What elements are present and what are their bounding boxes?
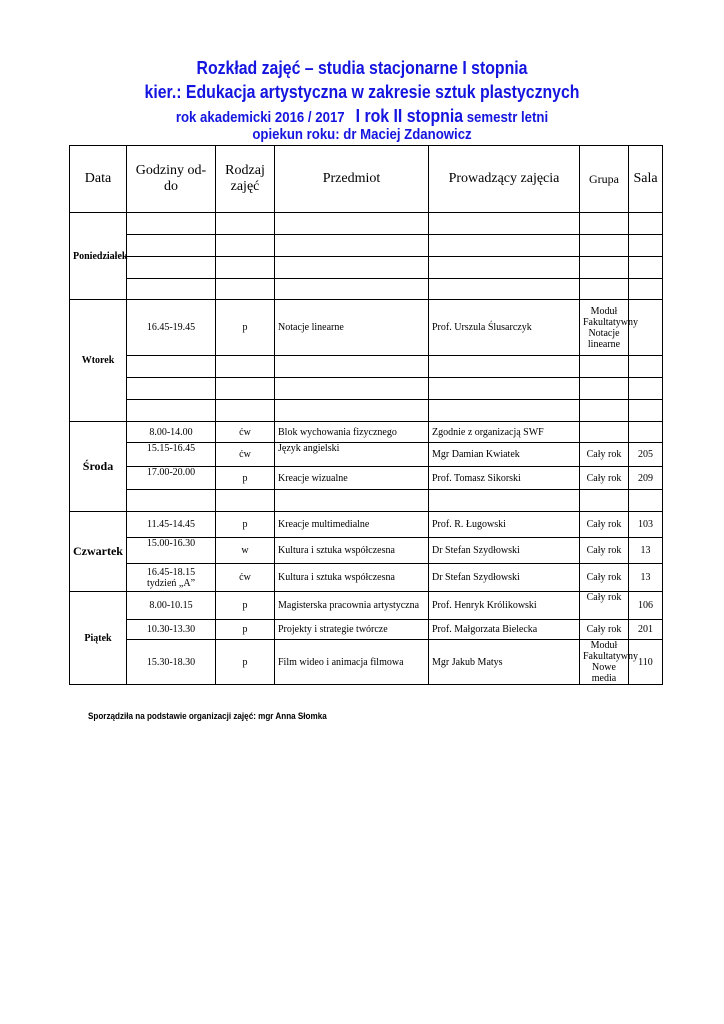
table-row — [70, 512, 663, 538]
footer-note: Sporządziła na podstawie organizacji zajęć: mgr Anna Słomka — [88, 711, 327, 721]
teacher-cell: Mgr Damian Kwiatek — [429, 443, 580, 467]
day-tuesday: Wtorek — [70, 300, 127, 422]
teacher-cell: Dr Stefan Szydłowski — [429, 538, 580, 564]
type-cell: p — [216, 512, 275, 538]
teacher-cell: Mgr Jakub Matys — [429, 640, 580, 685]
type-cell: p — [216, 620, 275, 640]
room-cell: 201 — [629, 620, 663, 640]
title-line-2: kier.: Edukacja artystyczna w zakresie sztuk plastycznych — [144, 82, 580, 102]
room-cell: 209 — [629, 467, 663, 490]
day-thursday: Czwartek — [70, 512, 127, 592]
subject-cell: Język angielski — [275, 443, 429, 467]
type-cell: p — [216, 467, 275, 490]
table-row — [70, 490, 663, 512]
room-cell — [629, 300, 663, 356]
group-cell: Cały rok — [580, 620, 629, 640]
year-level: I rok II stopnia — [355, 106, 464, 126]
table-row — [70, 538, 663, 564]
day-monday: Poniedziałek — [70, 213, 127, 300]
title-line-1: Rozkład zajęć – studia stacjonarne I stopnia — [196, 58, 528, 78]
teacher-cell: Zgodnie z organizacją SWF — [429, 422, 580, 443]
subject-cell: Projekty i strategie twórcze — [275, 620, 429, 640]
table-row — [70, 400, 663, 422]
subject-cell: Blok wychowania fizycznego — [275, 422, 429, 443]
type-cell: ćw — [216, 564, 275, 592]
time-cell: 15.30-18.30 — [127, 640, 216, 685]
subject-cell: Kreacje wizualne — [275, 467, 429, 490]
table-row — [70, 620, 663, 640]
group-cell: Cały rok — [580, 538, 629, 564]
col-rodzaj: Rodzaj zajęć — [216, 146, 275, 213]
semester: semestr letni — [466, 109, 549, 126]
day-friday: Piątek — [70, 592, 127, 685]
subject-cell: Film wideo i animacja filmowa — [275, 640, 429, 685]
time-cell: 8.00-14.00 — [127, 422, 216, 443]
type-cell: p — [216, 300, 275, 356]
type-cell: w — [216, 538, 275, 564]
room-cell — [629, 422, 663, 443]
room-cell: 110 — [629, 640, 663, 685]
subject-cell: Kultura i sztuka współczesna — [275, 538, 429, 564]
room-cell: 205 — [629, 443, 663, 467]
group-cell — [580, 422, 629, 443]
time-cell: 16.45-18.15 tydzień „A” — [127, 564, 216, 592]
subject-cell: Kreacje multimedialne — [275, 512, 429, 538]
table-row — [70, 300, 663, 356]
type-cell: ćw — [216, 422, 275, 443]
group-cell: Cały rok — [580, 592, 629, 620]
table-row — [70, 213, 663, 235]
type-cell: p — [216, 640, 275, 685]
table-row — [70, 235, 663, 257]
title-line-3 — [43, 106, 680, 127]
col-data: Data — [70, 146, 127, 213]
type-cell: ćw — [216, 443, 275, 467]
table-row — [70, 564, 663, 592]
time-cell: 10.30-13.30 — [127, 620, 216, 640]
room-cell: 13 — [629, 564, 663, 592]
table-row — [70, 279, 663, 300]
teacher-cell: Prof. Henryk Królikowski — [429, 592, 580, 620]
room-cell: 13 — [629, 538, 663, 564]
col-prowadzacy: Prowadzący zajęcia — [429, 146, 580, 213]
title-line-4: opiekun roku: dr Maciej Zdanowicz — [252, 126, 472, 143]
group-cell: Cały rok — [580, 467, 629, 490]
table-row — [70, 443, 663, 467]
time-cell: 17.00-20.00 — [127, 467, 216, 490]
teacher-cell: Prof. R. Ługowski — [429, 512, 580, 538]
table-row — [70, 640, 663, 685]
time-cell: 11.45-14.45 — [127, 512, 216, 538]
col-godziny: Godziny od-do — [127, 146, 216, 213]
day-wednesday: Środa — [70, 422, 127, 512]
table-row — [70, 422, 663, 443]
time-cell: 16.45-19.45 — [127, 300, 216, 356]
subject-cell: Notacje linearne — [275, 300, 429, 356]
col-grupa: Grupa — [580, 146, 629, 213]
header-row — [70, 146, 663, 213]
schedule-table — [69, 145, 663, 685]
group-cell: Cały rok — [580, 564, 629, 592]
room-cell: 103 — [629, 512, 663, 538]
teacher-cell: Prof. Urszula Ślusarczyk — [429, 300, 580, 356]
type-cell: p — [216, 592, 275, 620]
table-row — [70, 592, 663, 620]
subject-cell: Magisterska pracownia artystyczna — [275, 592, 429, 620]
col-przedmiot: Przedmiot — [275, 146, 429, 213]
table-row — [70, 467, 663, 490]
academic-year: rok akademicki 2016 / 2017 — [175, 109, 345, 126]
group-cell: Moduł Fakultatywny Nowe media — [580, 640, 629, 685]
subject-cell: Kultura i sztuka współczesna — [275, 564, 429, 592]
group-cell: Moduł Fakultatywny Notacje linearne — [580, 300, 629, 356]
time-cell: 8.00-10.15 — [127, 592, 216, 620]
time-cell: 15.00-16.30 — [127, 538, 216, 564]
col-sala: Sala — [629, 146, 663, 213]
table-row — [70, 356, 663, 378]
room-cell: 106 — [629, 592, 663, 620]
time-cell: 15.15-16.45 — [127, 443, 216, 467]
teacher-cell: Prof. Tomasz Sikorski — [429, 467, 580, 490]
table-row — [70, 257, 663, 279]
teacher-cell: Prof. Małgorzata Bielecka — [429, 620, 580, 640]
teacher-cell: Dr Stefan Szydłowski — [429, 564, 580, 592]
group-cell: Cały rok — [580, 512, 629, 538]
table-row — [70, 378, 663, 400]
group-cell: Cały rok — [580, 443, 629, 467]
